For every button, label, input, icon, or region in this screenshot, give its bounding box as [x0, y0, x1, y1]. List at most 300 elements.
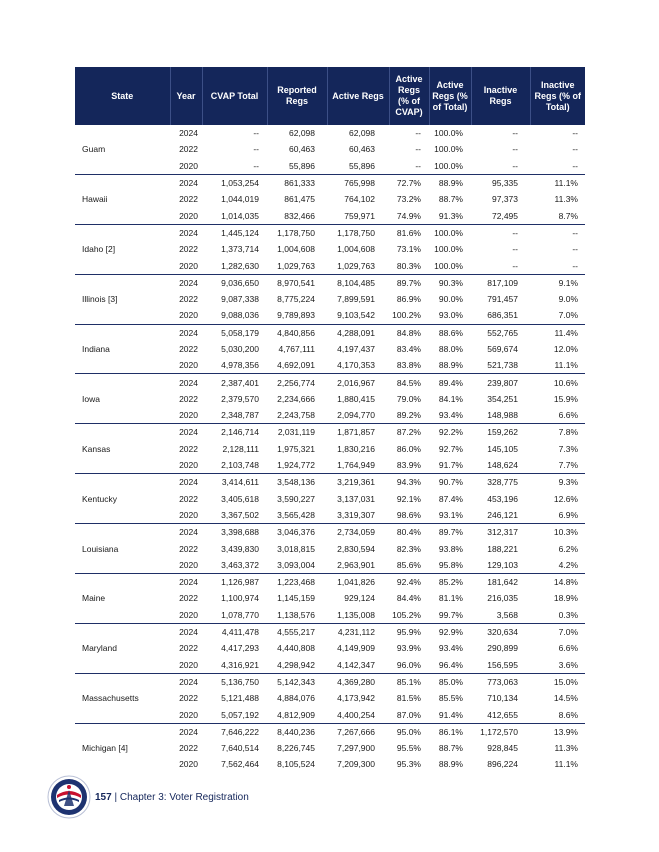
cell-state: Idaho [2] — [75, 224, 170, 274]
cell-cvap-total: -- — [253, 144, 259, 155]
cell-year: 2020 — [179, 559, 198, 570]
cell-active-regs: 1,029,763 — [337, 260, 375, 271]
cell-active-pct-cvap: -- — [415, 160, 421, 171]
cell-cvap-total: 7,646,222 — [202, 723, 267, 740]
cell-active-pct-total: 84.1% — [438, 393, 463, 404]
cell-reported-regs: 1,145,159 — [277, 593, 315, 604]
cell-inactive-regs: 320,634 — [471, 623, 530, 640]
cell-reported-regs: 8,970,541 — [267, 274, 327, 291]
cell-year: 2020 — [179, 360, 198, 371]
cell-inactive-regs: 569,674 — [487, 344, 518, 354]
cell-active-pct-cvap: 83.4% — [396, 344, 421, 354]
cell-inactive-regs: 896,224 — [487, 759, 518, 770]
cell-inactive-regs: 148,624 — [487, 460, 518, 471]
cell-active-pct-total: 88.7% — [438, 743, 463, 754]
cell-reported-regs: 4,555,217 — [267, 623, 327, 640]
header-active-regs: Active Regs — [327, 67, 389, 125]
cell-inactive-pct-total: 6.2% — [558, 543, 578, 554]
cell-active-regs: 60,463 — [349, 144, 375, 155]
cell-year: 2024 — [170, 324, 202, 341]
cell-active-pct-cvap: 84.4% — [396, 593, 421, 604]
cell-inactive-regs: 791,457 — [487, 294, 518, 305]
cell-inactive-pct-total: 7.7% — [558, 460, 578, 471]
cell-cvap-total: 9,087,338 — [221, 294, 259, 305]
cell-year: 2024 — [170, 274, 202, 291]
cell-cvap-total: 5,057,192 — [221, 709, 259, 720]
cell-active-pct-total: 85.2% — [429, 574, 471, 591]
cell-state: Maine — [75, 574, 170, 624]
cell-active-regs: 3,319,307 — [337, 509, 375, 520]
cell-active-pct-cvap: -- — [415, 144, 421, 155]
cell-reported-regs: 1,138,576 — [277, 609, 315, 620]
cell-active-regs: 4,173,942 — [337, 693, 375, 704]
cell-state: Indiana — [75, 324, 170, 374]
cell-inactive-regs: 710,134 — [487, 693, 518, 704]
cell-reported-regs: 5,142,343 — [267, 673, 327, 690]
cell-active-regs: 764,102 — [344, 194, 375, 205]
cell-active-regs: 1,004,608 — [337, 244, 375, 255]
cell-year: 2024 — [170, 424, 202, 441]
cell-active-regs: 1,764,949 — [337, 460, 375, 471]
cell-cvap-total: 2,348,787 — [221, 410, 259, 421]
cell-cvap-total: 3,398,688 — [202, 524, 267, 541]
cell-year: 2024 — [170, 574, 202, 591]
cell-year: 2024 — [170, 524, 202, 541]
cell-active-pct-total: 95.8% — [438, 559, 463, 570]
cell-state: Michigan [4] — [75, 723, 170, 772]
cell-inactive-pct-total: 9.3% — [530, 474, 585, 491]
table-header-row — [75, 67, 585, 125]
cell-active-pct-cvap: 74.9% — [396, 210, 421, 221]
cell-year: 2020 — [179, 210, 198, 221]
table-row — [75, 274, 585, 291]
cell-inactive-pct-total: 11.4% — [530, 324, 585, 341]
cell-active-pct-total: 92.7% — [438, 443, 463, 454]
cell-active-pct-cvap: 94.3% — [389, 474, 429, 491]
cell-inactive-pct-total: 6.6% — [558, 643, 578, 654]
cell-year: 2022 — [179, 244, 198, 255]
cell-year: 2020 — [179, 460, 198, 471]
cell-active-pct-cvap: 87.0% — [396, 709, 421, 720]
cell-active-pct-cvap: 95.3% — [396, 759, 421, 770]
cell-active-regs: 1,135,008 — [337, 609, 375, 620]
cell-inactive-pct-total: 7.0% — [530, 623, 585, 640]
cell-active-pct-cvap: 89.2% — [396, 410, 421, 421]
cell-active-pct-total: 88.6% — [429, 324, 471, 341]
cell-active-pct-total: 90.3% — [429, 274, 471, 291]
cell-year: 2022 — [179, 393, 198, 404]
cell-active-pct-total: 92.2% — [429, 424, 471, 441]
cell-cvap-total: 9,088,036 — [221, 310, 259, 321]
cell-reported-regs: 8,226,745 — [277, 743, 315, 754]
cell-active-regs: 7,297,900 — [337, 743, 375, 754]
cell-cvap-total: -- — [253, 160, 259, 171]
cell-reported-regs: 4,884,076 — [277, 693, 315, 704]
cell-year: 2024 — [170, 474, 202, 491]
cell-inactive-pct-total: 9.1% — [530, 274, 585, 291]
cell-active-pct-total: 100.0% — [434, 244, 463, 255]
table-row — [75, 524, 585, 541]
cell-cvap-total: 3,439,830 — [221, 543, 259, 554]
cell-cvap-total: 1,126,987 — [202, 574, 267, 591]
cell-inactive-regs: 354,251 — [487, 393, 518, 404]
cell-reported-regs: 4,692,091 — [277, 360, 315, 371]
cell-reported-regs: 8,105,524 — [277, 759, 315, 770]
cell-inactive-pct-total: 3.6% — [558, 659, 578, 670]
cell-active-pct-total: 81.1% — [438, 593, 463, 604]
cell-inactive-pct-total: 9.0% — [558, 294, 578, 305]
cell-active-pct-total: 96.4% — [438, 659, 463, 670]
table-row — [75, 424, 585, 441]
cell-active-pct-cvap: 89.7% — [389, 274, 429, 291]
cell-year: 2022 — [179, 344, 198, 354]
cell-state: Louisiana — [75, 524, 170, 574]
cell-inactive-pct-total: 8.7% — [558, 210, 578, 221]
cell-year: 2022 — [179, 743, 198, 754]
cell-active-pct-cvap: 100.2% — [392, 310, 421, 321]
cell-state: Illinois [3] — [75, 274, 170, 324]
cell-active-pct-total: 100.0% — [434, 160, 463, 171]
cell-cvap-total: 3,414,611 — [202, 474, 267, 491]
cell-reported-regs: 8,440,236 — [267, 723, 327, 740]
cell-active-pct-cvap: 80.3% — [396, 260, 421, 271]
cell-cvap-total: 5,136,750 — [202, 673, 267, 690]
cell-reported-regs: 2,243,758 — [277, 410, 315, 421]
cell-reported-regs: 3,046,376 — [267, 524, 327, 541]
cell-inactive-regs: 552,765 — [471, 324, 530, 341]
cell-active-pct-total: 91.7% — [438, 460, 463, 471]
cell-inactive-pct-total: 8.6% — [558, 709, 578, 720]
cell-year: 2022 — [179, 593, 198, 604]
cell-active-pct-cvap: 72.7% — [389, 174, 429, 191]
cell-cvap-total: 1,078,770 — [221, 609, 259, 620]
cell-active-pct-total: 88.9% — [438, 759, 463, 770]
cell-reported-regs: 1,029,763 — [277, 260, 315, 271]
cell-inactive-pct-total: -- — [572, 244, 578, 255]
cell-inactive-regs: -- — [512, 128, 518, 139]
cell-inactive-regs: 181,642 — [471, 574, 530, 591]
cell-year: 2024 — [170, 224, 202, 241]
cell-inactive-regs: 148,988 — [487, 410, 518, 421]
cell-year: 2020 — [179, 310, 198, 321]
cell-state: Massachusetts — [75, 673, 170, 723]
cell-active-regs: 3,219,361 — [327, 474, 389, 491]
cell-inactive-regs: 188,221 — [487, 543, 518, 554]
cell-cvap-total: 7,640,514 — [221, 743, 259, 754]
cell-reported-regs: 1,975,321 — [277, 443, 315, 454]
cell-active-regs: 55,896 — [349, 160, 375, 171]
cell-year: 2020 — [179, 659, 198, 670]
cell-inactive-regs: -- — [512, 260, 518, 271]
cell-active-regs: 3,137,031 — [337, 493, 375, 504]
cell-active-pct-total: 85.0% — [429, 673, 471, 690]
cell-inactive-pct-total: -- — [572, 160, 578, 171]
cell-inactive-regs: 328,775 — [471, 474, 530, 491]
cell-inactive-pct-total: 11.3% — [554, 743, 578, 754]
cell-inactive-pct-total: 10.3% — [530, 524, 585, 541]
cell-reported-regs: 3,018,815 — [277, 543, 315, 554]
cell-inactive-regs: 129,103 — [487, 559, 518, 570]
cell-active-regs: 929,124 — [344, 593, 375, 604]
cell-reported-regs: 3,093,004 — [277, 559, 315, 570]
cell-active-pct-total: 100.0% — [434, 128, 463, 139]
cell-year: 2020 — [179, 509, 198, 520]
cell-cvap-total: 1,282,630 — [221, 260, 259, 271]
cell-cvap-total: 2,146,714 — [202, 424, 267, 441]
cell-inactive-regs: 1,172,570 — [471, 723, 530, 740]
cell-active-pct-cvap: 85.1% — [389, 673, 429, 690]
header-cvap: CVAP Total — [202, 67, 267, 125]
cell-inactive-regs: -- — [512, 160, 518, 171]
cell-inactive-pct-total: -- — [530, 224, 585, 241]
cell-active-pct-cvap: 80.4% — [389, 524, 429, 541]
cell-reported-regs: 2,031,119 — [267, 424, 327, 441]
cell-active-regs: 1,041,826 — [327, 574, 389, 591]
cell-active-pct-cvap: 92.4% — [389, 574, 429, 591]
eac-seal-logo — [47, 775, 91, 819]
cell-inactive-regs: 216,035 — [487, 593, 518, 604]
cell-year: 2020 — [179, 709, 198, 720]
cell-cvap-total: 2,387,401 — [202, 374, 267, 391]
cell-reported-regs: 832,466 — [284, 210, 315, 221]
cell-inactive-pct-total: 18.9% — [553, 593, 578, 604]
cell-cvap-total: 2,379,570 — [221, 393, 259, 404]
cell-cvap-total: 4,417,293 — [221, 643, 259, 654]
cell-inactive-pct-total: 11.1% — [554, 759, 578, 770]
cell-reported-regs: 62,098 — [289, 128, 315, 139]
cell-active-pct-total: 89.7% — [429, 524, 471, 541]
cell-active-pct-total: 88.9% — [438, 360, 463, 371]
cell-reported-regs: 4,440,808 — [277, 643, 315, 654]
cell-inactive-pct-total: 4.2% — [558, 559, 578, 570]
cell-year: 2024 — [170, 174, 202, 191]
cell-reported-regs: 55,896 — [289, 160, 315, 171]
cell-inactive-pct-total: -- — [572, 128, 578, 139]
cell-active-pct-cvap: 95.0% — [389, 723, 429, 740]
cell-year: 2024 — [170, 623, 202, 640]
cell-inactive-regs: 3,568 — [496, 609, 518, 620]
cell-state: Kansas — [75, 424, 170, 474]
cell-inactive-regs: 95,335 — [471, 174, 530, 191]
cell-inactive-regs: 453,196 — [487, 493, 518, 504]
cell-active-pct-cvap: 73.2% — [396, 194, 421, 205]
cell-year: 2024 — [170, 723, 202, 740]
cell-active-pct-total: 91.3% — [438, 210, 463, 221]
cell-active-pct-cvap: 105.2% — [392, 609, 421, 620]
cell-inactive-regs: -- — [471, 224, 530, 241]
cell-cvap-total: 5,121,488 — [221, 693, 259, 704]
cell-cvap-total: 3,463,372 — [221, 559, 259, 570]
cell-year: 2022 — [179, 194, 198, 205]
cell-active-regs: 4,231,112 — [327, 623, 389, 640]
cell-cvap-total: 4,316,921 — [221, 659, 259, 670]
cell-inactive-pct-total: 15.9% — [553, 393, 578, 404]
cell-inactive-regs: -- — [512, 144, 518, 155]
cell-reported-regs: 3,590,227 — [277, 493, 315, 504]
cell-year: 2024 — [179, 128, 198, 139]
cell-inactive-regs: 72,495 — [492, 210, 518, 221]
cell-reported-regs: 2,234,666 — [277, 393, 315, 404]
cell-year: 2022 — [179, 294, 198, 305]
table-row — [75, 324, 585, 341]
cell-active-pct-cvap: 84.8% — [389, 324, 429, 341]
cell-inactive-pct-total: 0.3% — [558, 609, 578, 620]
cell-year: 2022 — [179, 144, 198, 155]
cell-year: 2020 — [179, 160, 198, 171]
cell-reported-regs: 9,789,893 — [277, 310, 315, 321]
footer-separator: | — [111, 791, 120, 803]
cell-active-pct-total: 91.4% — [438, 709, 463, 720]
cell-cvap-total: 7,562,464 — [221, 759, 259, 770]
cell-active-regs: 7,267,666 — [327, 723, 389, 740]
table-row — [75, 623, 585, 640]
cell-reported-regs: 4,812,909 — [277, 709, 315, 720]
cell-active-regs: 4,288,091 — [327, 324, 389, 341]
cell-year: 2024 — [170, 374, 202, 391]
cell-state: Iowa — [75, 374, 170, 424]
cell-cvap-total: 1,445,124 — [202, 224, 267, 241]
header-active-pct-cvap: Active Regs (% of CVAP) — [389, 67, 429, 125]
cell-inactive-pct-total: 12.6% — [553, 493, 578, 504]
cell-inactive-regs: 412,655 — [487, 709, 518, 720]
cell-state: Kentucky — [75, 474, 170, 524]
cell-active-pct-total: 100.0% — [434, 144, 463, 155]
cell-active-pct-cvap: 98.6% — [396, 509, 421, 520]
cell-state: Hawaii — [75, 174, 170, 224]
cell-active-pct-total: 88.9% — [429, 174, 471, 191]
cell-active-pct-total: 93.0% — [438, 310, 463, 321]
header-reported-regs: Reported Regs — [267, 67, 327, 125]
cell-cvap-total: 5,058,179 — [202, 324, 267, 341]
cell-active-pct-cvap: 95.9% — [389, 623, 429, 640]
cell-active-pct-total: 93.4% — [438, 410, 463, 421]
cell-state: Guam — [82, 144, 106, 155]
cell-year: 2022 — [179, 493, 198, 504]
cell-inactive-regs: 246,121 — [487, 509, 518, 520]
cell-active-pct-total: 87.4% — [438, 493, 463, 504]
cell-inactive-regs: 290,899 — [487, 643, 518, 654]
footer-text — [95, 792, 249, 803]
table-row — [75, 374, 585, 391]
cell-cvap-total: 4,978,356 — [221, 360, 259, 371]
header-active-pct-total: Active Regs (% of Total) — [429, 67, 471, 125]
cell-reported-regs: 3,565,428 — [277, 509, 315, 520]
cell-active-pct-cvap: 86.9% — [396, 294, 421, 305]
cell-inactive-pct-total: 7.0% — [558, 310, 578, 321]
cell-active-pct-cvap: 85.6% — [396, 559, 421, 570]
cell-active-regs: 4,400,254 — [337, 709, 375, 720]
cell-inactive-regs: 773,063 — [471, 673, 530, 690]
cell-inactive-pct-total: 15.0% — [530, 673, 585, 690]
cell-inactive-pct-total: 7.3% — [558, 443, 578, 454]
cell-cvap-total: 2,128,111 — [222, 443, 259, 454]
cell-inactive-regs: 145,105 — [487, 443, 518, 454]
header-inactive-pct-total: Inactive Regs (% of Total) — [530, 67, 585, 125]
cell-year: 2020 — [179, 410, 198, 421]
cell-inactive-regs: 521,738 — [487, 360, 518, 371]
cell-inactive-pct-total: -- — [572, 144, 578, 155]
cell-cvap-total: 1,373,714 — [221, 244, 259, 255]
cell-cvap-total: -- — [253, 128, 259, 139]
cell-inactive-regs: 239,807 — [471, 374, 530, 391]
cell-active-regs: 2,094,770 — [337, 410, 375, 421]
cell-active-regs: 4,369,280 — [327, 673, 389, 690]
cell-active-pct-total: 85.5% — [438, 693, 463, 704]
cell-year: 2022 — [179, 443, 198, 454]
cell-active-pct-total: 99.7% — [438, 609, 463, 620]
page-number: 157 — [95, 791, 112, 803]
cell-active-pct-cvap: 95.5% — [396, 743, 421, 754]
cell-active-pct-total: 88.7% — [438, 194, 463, 205]
table-row — [75, 224, 585, 241]
cell-cvap-total: 1,053,254 — [202, 174, 267, 191]
header-state: State — [75, 67, 170, 125]
cell-active-regs: 2,830,594 — [337, 543, 375, 554]
cell-cvap-total: 4,411,478 — [202, 623, 267, 640]
cell-active-regs: 4,197,437 — [337, 344, 375, 354]
cell-inactive-regs: 686,351 — [487, 310, 518, 321]
cell-active-regs: 765,998 — [327, 174, 389, 191]
cell-active-regs: 2,963,901 — [337, 559, 375, 570]
cell-active-pct-cvap: 86.0% — [396, 443, 421, 454]
cell-reported-regs: 1,178,750 — [267, 224, 327, 241]
cell-inactive-pct-total: 7.8% — [530, 424, 585, 441]
cell-active-regs: 4,149,909 — [337, 643, 375, 654]
cell-active-pct-total: 90.7% — [429, 474, 471, 491]
cell-inactive-regs: 817,109 — [471, 274, 530, 291]
cell-active-pct-cvap: 83.8% — [396, 360, 421, 371]
cell-reported-regs: 4,298,942 — [277, 659, 315, 670]
cell-inactive-pct-total: 13.9% — [530, 723, 585, 740]
cell-reported-regs: 3,548,136 — [267, 474, 327, 491]
cell-active-regs: 1,880,415 — [337, 393, 375, 404]
cell-cvap-total: 1,044,019 — [221, 194, 259, 205]
header-inactive-regs: Inactive Regs — [471, 67, 530, 125]
cell-active-regs: 7,209,300 — [337, 759, 375, 770]
cell-active-pct-cvap: 82.3% — [396, 543, 421, 554]
cell-active-regs: 1,178,750 — [327, 224, 389, 241]
cell-active-pct-total: 86.1% — [429, 723, 471, 740]
cell-inactive-pct-total: 10.6% — [530, 374, 585, 391]
cell-active-regs: 2,734,059 — [327, 524, 389, 541]
cell-active-pct-cvap: 84.5% — [389, 374, 429, 391]
cell-reported-regs: 1,223,468 — [267, 574, 327, 591]
cell-active-pct-total: 93.4% — [438, 643, 463, 654]
cell-active-pct-cvap: 81.5% — [396, 693, 421, 704]
cell-active-regs: 4,170,353 — [337, 360, 375, 371]
cell-inactive-regs: 312,317 — [471, 524, 530, 541]
cell-cvap-total: 1,100,974 — [221, 593, 259, 604]
page-footer — [47, 775, 249, 819]
cell-active-regs: 7,899,591 — [337, 294, 375, 305]
cell-active-regs: 9,103,542 — [337, 310, 375, 321]
cell-active-pct-cvap: 87.2% — [389, 424, 429, 441]
cell-year: 2022 — [179, 693, 198, 704]
cell-active-regs: 1,871,857 — [327, 424, 389, 441]
cell-cvap-total: 5,030,200 — [221, 344, 259, 354]
cell-reported-regs: 861,475 — [284, 194, 315, 205]
cell-reported-regs: 861,333 — [267, 174, 327, 191]
cell-inactive-pct-total: 6.6% — [558, 410, 578, 421]
cell-active-pct-cvap: 83.9% — [396, 460, 421, 471]
cell-active-pct-total: 90.0% — [438, 294, 463, 305]
cell-year: 2022 — [179, 543, 198, 554]
cell-cvap-total: 2,103,748 — [221, 460, 259, 471]
cell-year: 2022 — [179, 643, 198, 654]
header-year: Year — [170, 67, 202, 125]
cell-state: Maryland — [75, 623, 170, 673]
cell-active-regs: 4,142,347 — [337, 659, 375, 670]
